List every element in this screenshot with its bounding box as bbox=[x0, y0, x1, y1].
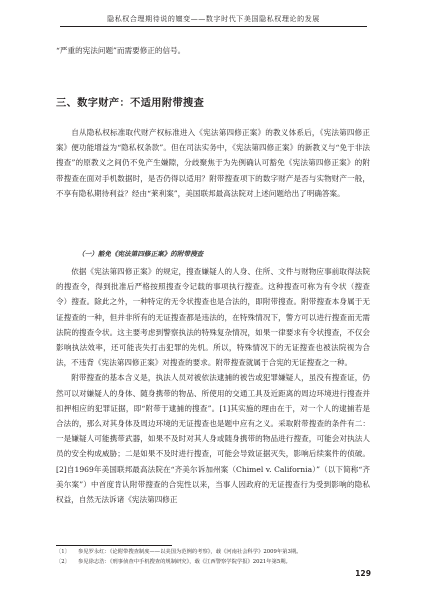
body-text-block bbox=[56, 264, 370, 507]
section-title: 三、数字财产：不适用附带搜查 bbox=[56, 98, 205, 109]
footnote-text: 参见罗永红：《论附带搜查制度——以美国为范例的考察》，载《河南社会科学》2009年第3期。 bbox=[78, 549, 302, 555]
footnote bbox=[56, 548, 370, 558]
intro-text-block bbox=[56, 43, 370, 58]
paragraph-3: 附带搜查的基本含义是，执法人员对被依法逮捕的被告或犯罪嫌疑人，虽没有搜查证，仍然可以对嫌疑人的身体、随身携带的物品、所使用的交通工具及近距离的周边环境进行搜查并扣押相应的犯罪证据，即“附带于逮捕的搜查”。[1]其实施的理由在于，对一个人的逮捕若是合法的，那么对其身体及周边环境的无证搜查也是题中应有之义。采取附带搜查的条件有二：一是嫌疑人可能携带武器，如果不及时对其人身或随身携带的物品进行搜查，可能会对执法人员的安全构成威胁；二是如果不及时进行搜查，可能会导致证据灭失，影响后续案件的侦破。[2]自1969年美国联邦最高法院在“齐美尔诉加州案（Chimel v. California）”（以下简称“齐美尔案”）中首度肯认附带搜查的合宪性以来，当事人因政府的无证搜查行为受到影响的隐私权益，自然无法诉诸《宪法第四修正 bbox=[56, 373, 370, 505]
intro-line: “严重的宪法问题”而需要修正的信号。 bbox=[56, 46, 186, 55]
footnote-rule bbox=[56, 545, 172, 546]
footnotes bbox=[56, 548, 370, 568]
footnote-text: 参见徐志浩：《刑事侦查中手机搜查的规制研究》，载《江西警察学院学报》2021年第5期。 bbox=[78, 558, 291, 565]
page-number: 129 bbox=[355, 569, 371, 578]
footnote-mark: 〔2〕 bbox=[56, 558, 70, 565]
paragraph-2: 依据《宪法第四修正案》的规定，搜查嫌疑人的人身、住所、文件与财物应事前取得法院的搜查令，得到批准后严格按照搜查令记载的事项执行搜查。这种搜查可称为有令状（搜查令）搜查。除此之外，一种特定的无令状搜查也是合法的，即附带搜查。附带搜查本身属于无证搜查的一种，但并非所有的无证搜查都是违法的，在特殊情况下，警方可以进行搜查而无需法院的搜查令状。这主要考虑到警察执法的特殊复杂情况，如果一律要求有令状搜查，不仅会影响执法效率，还可能丧失打击犯罪的先机。所以，特殊情况下的无证搜查也被法院视为合法，不违背《宪法第四修正案》对搜查的要求。附带搜查就属于合宪的无证搜查之一种。 bbox=[56, 267, 370, 368]
paragraph-1: 自从隐私权标准取代财产权标准进入《宪法第四修正案》的教义体系后，《宪法第四修正案》便功能增益为“隐私权条款”。但在司法实务中，《宪法第四修正案》的新教义与“免于非法搜查”的原教义之间仍不免产生嫌隙，分歧聚焦于为先例确认可豁免《宪法第四修正案》的附带搜查在面对手机数据时，是否仍得以适用？附带搜查项下的数字财产是否与实物财产一般，不享有隐私期待利益？经由“莱利案”，美国联邦最高法院对上述问题给出了明确答案。 bbox=[56, 128, 370, 198]
subsection-title: （一）豁免《宪法第四修正案》的附带搜查 bbox=[78, 250, 204, 258]
footnote bbox=[56, 558, 370, 568]
running-header: 隐私权合理期待说的嬗变——数字时代下美国隐私权理论的发展 bbox=[107, 15, 320, 23]
paragraph-1-block bbox=[56, 125, 370, 201]
footnote-mark: 〔1〕 bbox=[56, 549, 70, 555]
header-rule bbox=[60, 26, 367, 27]
